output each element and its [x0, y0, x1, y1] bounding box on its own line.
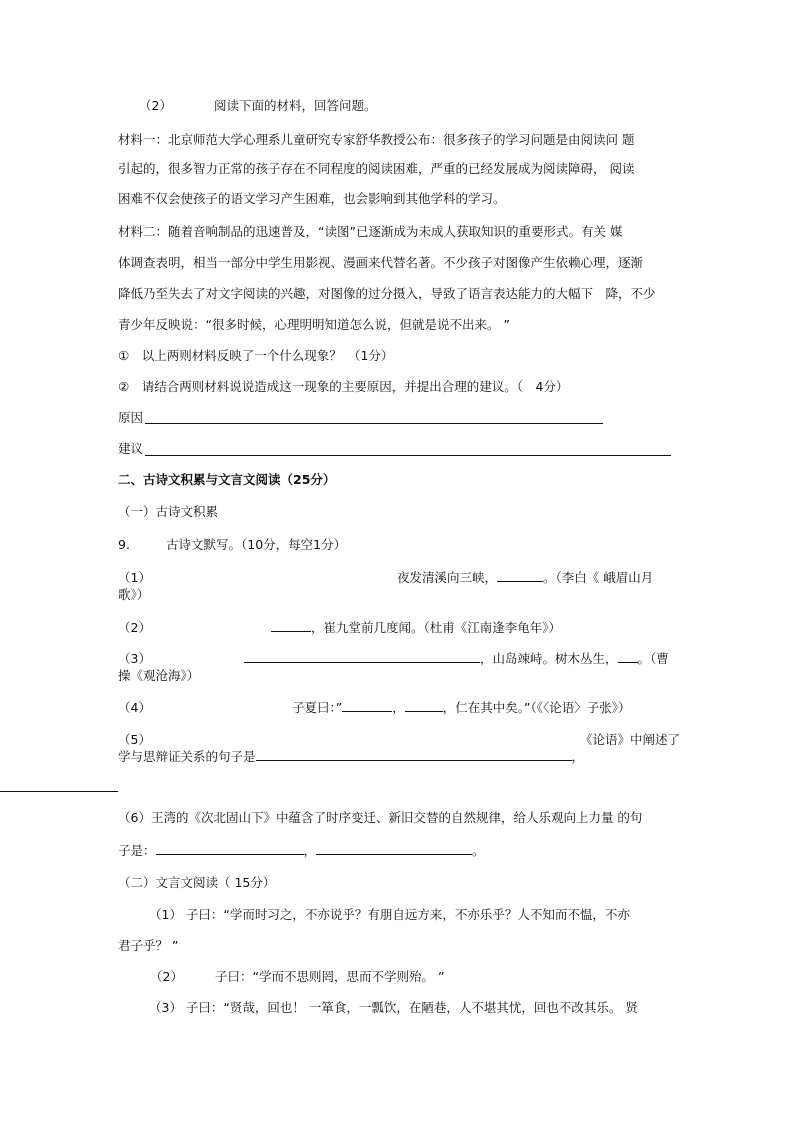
material1-line: 引起的，很多智力正常的孩子存在不同程度的阅读困难，严重的已经发展成为阅读障碍， 阅读: [118, 161, 635, 176]
blank-field[interactable]: [405, 699, 443, 712]
material2-line: 青少年反映说：“很多时候，心理明明知道怎么说，但就是说不出来。 ”: [118, 317, 510, 332]
item-number: （2）: [118, 620, 151, 635]
classical-text: 子曰：“学而不思则罔，思而不学则殆。 ”: [215, 969, 445, 984]
item-number: （3）: [118, 651, 151, 666]
classical-text: 君子乎？ ”: [118, 938, 179, 953]
question-number: （2）: [139, 98, 172, 113]
material1-line: 困难不仅会使孩子的语文学习产生困难，也会影响到其他学科的学习。: [118, 191, 506, 206]
blank-field[interactable]: [156, 842, 304, 855]
item-text-wrap: 操《观沧海》）: [118, 668, 200, 683]
subsection-title: （二）文言文阅读（ 15分）: [118, 875, 276, 890]
material2-line: 体调查表明，相当一部分中学生用影视、漫画来代替名著。不少孩子对图像产生依赖心理，逐渐: [118, 255, 644, 270]
material2-line: 降低乃至失去了对文字阅读的兴趣，对图像的过分摄入，导致了语言表达能力的大幅下 降，不少: [118, 286, 656, 301]
item-text-wrap: 子是： ， 。: [118, 843, 485, 858]
item-number: （5）: [118, 732, 151, 747]
sub-question-1: ① 以上两则材料反映了一个什么现象？ （1分）: [118, 348, 394, 363]
item-text: 子夏曰：” ， ，仁在其中矣。”（《〈论语〉子张》）: [292, 700, 631, 715]
item-number: （4）: [118, 700, 151, 715]
blank-field-continuation[interactable]: [0, 791, 118, 792]
suggestion-label: 建议: [118, 441, 144, 456]
blank-field[interactable]: [256, 748, 572, 761]
item-number: （2）: [150, 969, 183, 984]
classical-text: （1） 子曰：“学而时习之，不亦说乎？有朋自远方来，不亦乐乎？人不知而不愠，不亦: [149, 907, 630, 922]
item-number: （1）: [118, 570, 151, 585]
item-text: ，山岛竦峙。树木丛生， 。（曹: [244, 650, 669, 668]
blank-field[interactable]: [497, 569, 543, 582]
sub-question-2: ② 请结合两则材料说说造成这一现象的主要原因，并提出合理的建议。（ 4分）: [118, 379, 569, 394]
item-text-wrap: 学与思辩证关系的句子是 ，: [118, 749, 585, 764]
classical-text: （3） 子曰：“贤哉，回也！ 一箪食，一瓢饮，在陋巷，人不堪其忧，回也不改其乐。 贤: [149, 1000, 638, 1015]
question-prompt: 阅读下面的材料，回答问题。: [214, 98, 377, 113]
material1-line: 材料一：北京师范大学心理系儿童研究专家舒华教授公布：很多孩子的学习问题是由阅读问 题: [118, 132, 635, 147]
item-text-wrap: 歌》）: [118, 587, 150, 602]
blank-field[interactable]: [618, 650, 638, 663]
blank-field[interactable]: [316, 842, 472, 855]
item-text: （6）王湾的《次北固山下》中蕴含了时序变迁、新旧交替的自然规律，给人乐观向上力量 的句: [118, 810, 643, 825]
suggestion-answer-line[interactable]: [145, 455, 671, 456]
question-number: 9.: [118, 537, 130, 552]
item-text: ，崔九堂前几度闻。（杜甫《江南逢李龟年》）: [271, 619, 561, 637]
blank-field[interactable]: [342, 699, 392, 712]
item-text: 《论语》中阐述了: [580, 732, 681, 747]
item-text: 夜发清溪向三峡， 。（李白《 峨眉山月: [397, 570, 654, 585]
reason-label: 原因: [118, 410, 144, 425]
question-prompt: 古诗文默写。（10分，每空1分）: [166, 537, 347, 552]
material2-line: 材料二：随着音响制品的迅速普及，“读图”已逐渐成为未成人获取知识的重要形式。有关 媒: [118, 224, 623, 239]
reason-answer-line[interactable]: [145, 423, 603, 424]
blank-field[interactable]: [244, 650, 480, 663]
subsection-title: （一）古诗文积累: [118, 504, 219, 519]
blank-field[interactable]: [271, 619, 311, 632]
section-title: 二、古诗文积累与文言文阅读（25分）: [118, 472, 336, 487]
